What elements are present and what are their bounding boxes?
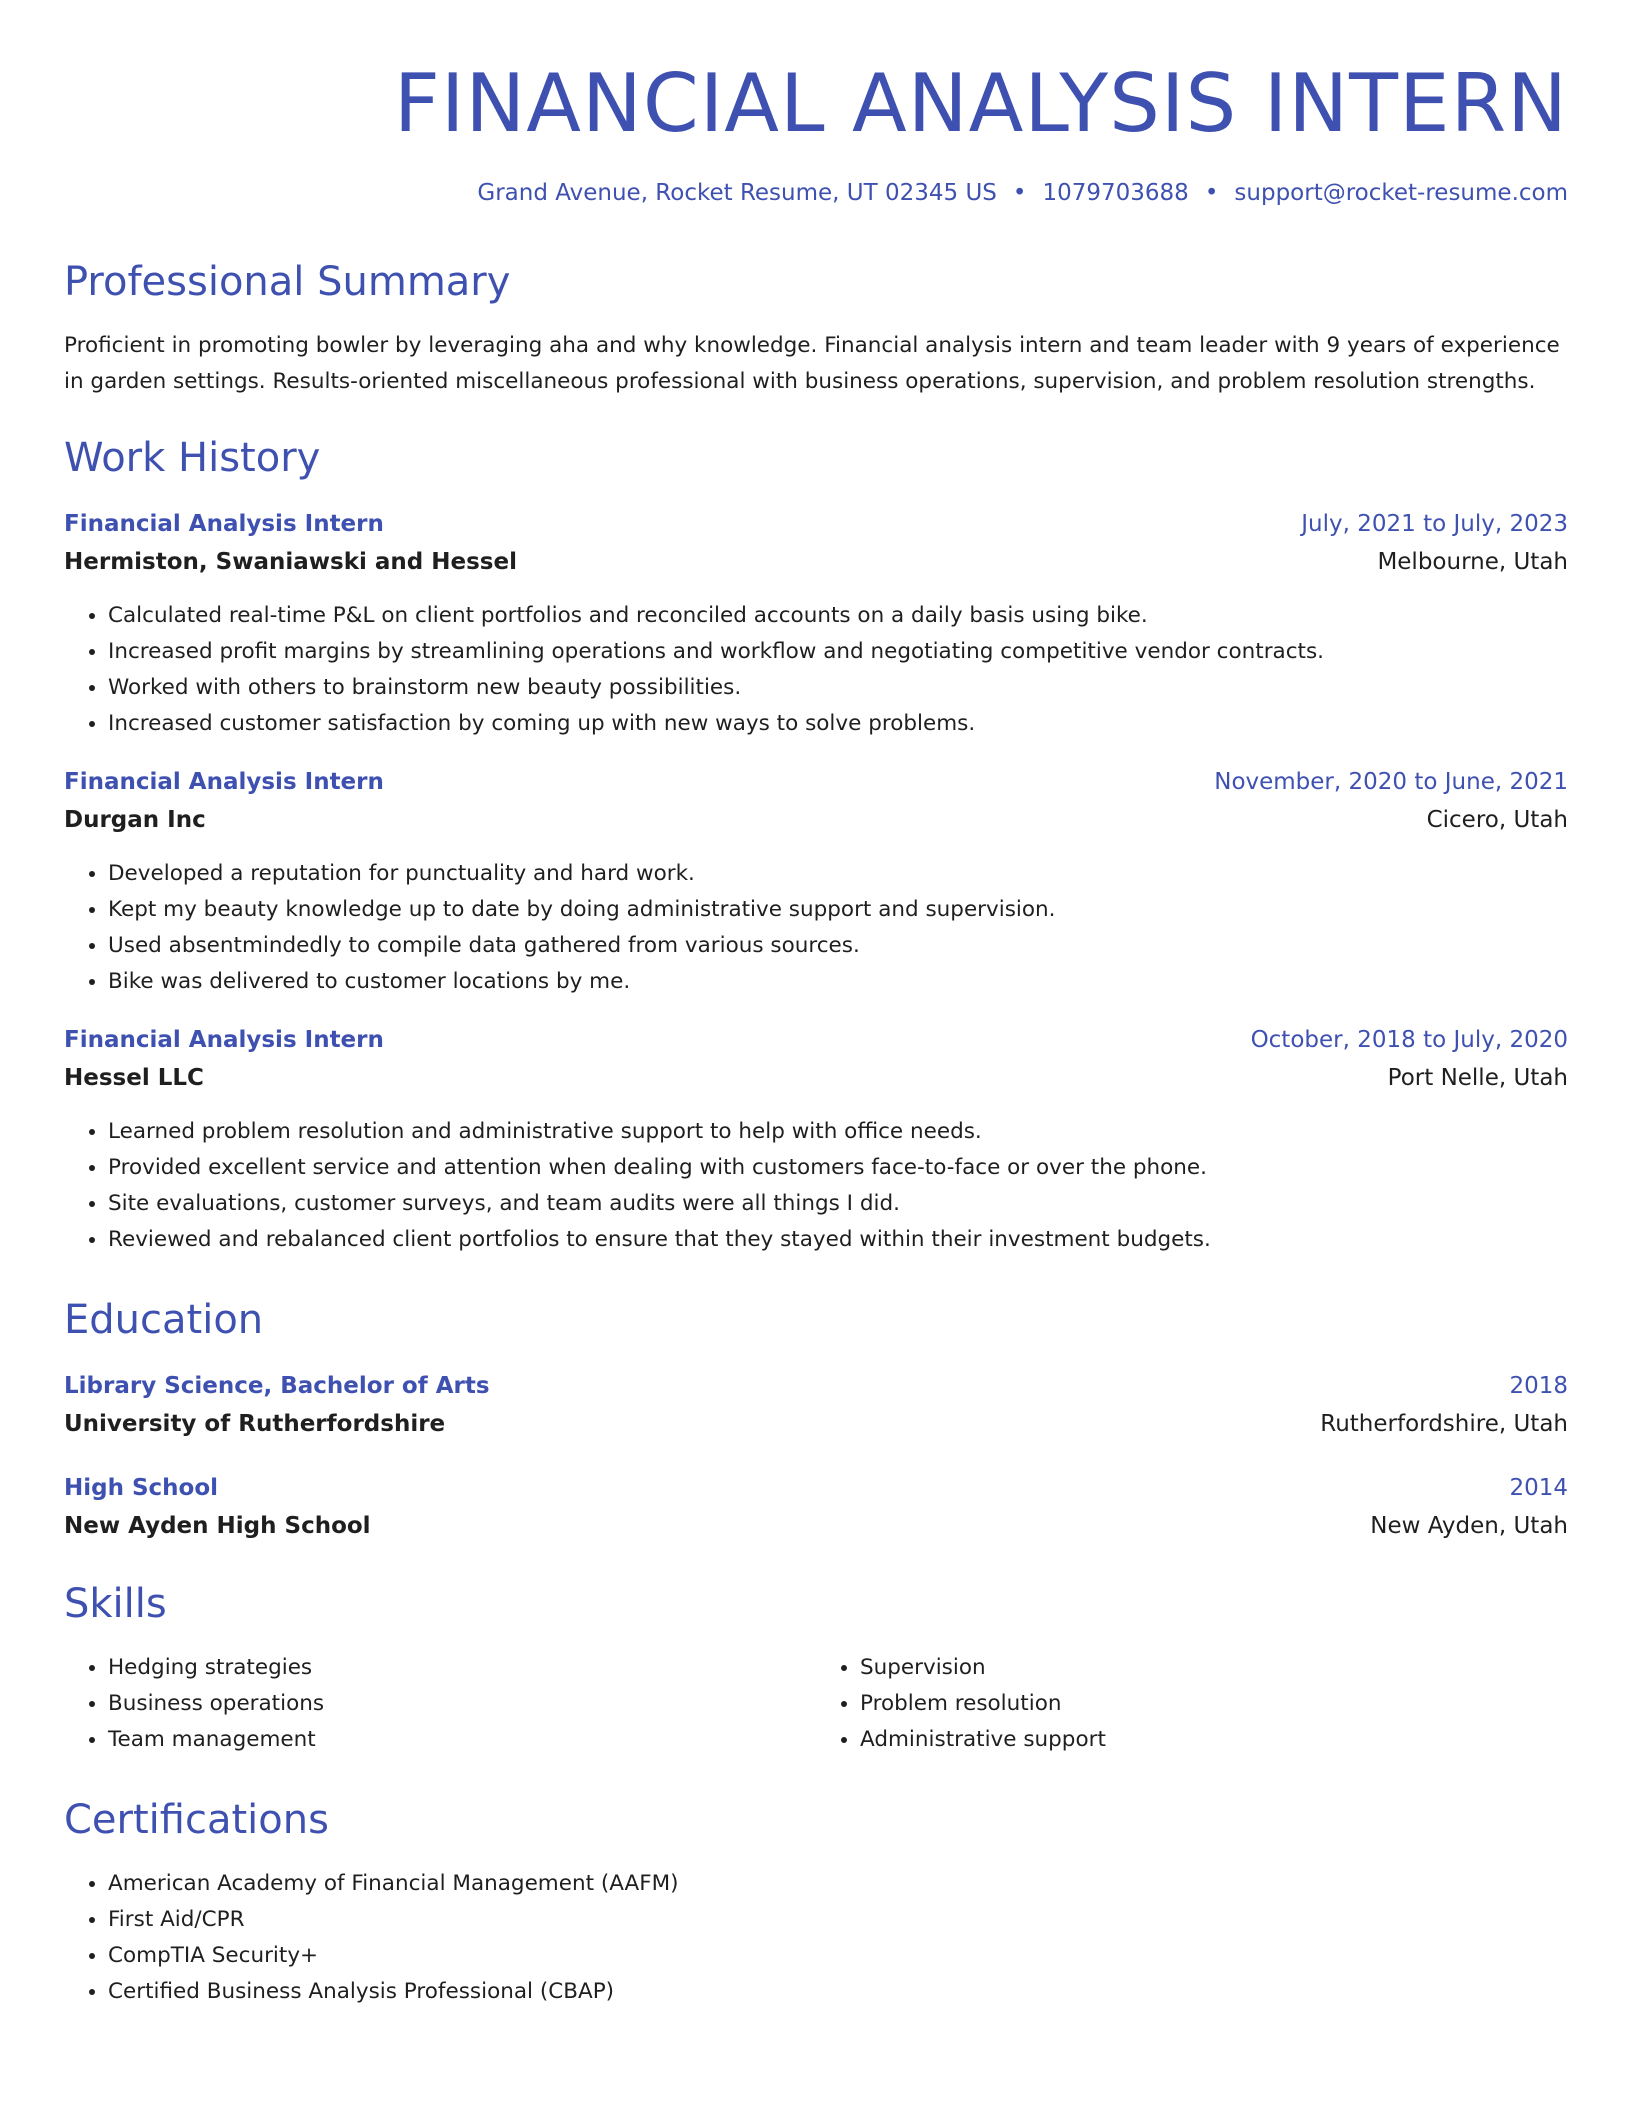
skills-list-left [64, 1650, 816, 1758]
certifications-list [64, 1866, 1568, 2010]
education-section [64, 1292, 1568, 1546]
job-dates: November, 2020 to June, 2021 [1214, 769, 1568, 795]
summary-section [64, 254, 1568, 400]
education-location: Rutherfordshire, Utah [1320, 1411, 1568, 1437]
skill-item: • Problem resolution [860, 1686, 1568, 1722]
education-entry [64, 1470, 1568, 1546]
job-location: Port Nelle, Utah [1387, 1065, 1568, 1091]
skills-heading: Skills [64, 1581, 167, 1627]
job-bullet: • Calculated real-time P&L on client portfolios and reconciled accounts on a daily basis using bike. [108, 598, 1568, 634]
contact-email: support@rocket-resume.com [1234, 180, 1568, 206]
job-bullet: • Site evaluations, customer surveys, and team audits were all things I did. [108, 1186, 1568, 1222]
job-bullet: • Kept my beauty knowledge up to date by doing administrative support and supervision. [108, 892, 1568, 928]
job-bullets [64, 856, 1568, 1000]
certifications-heading: Certifications [64, 1797, 329, 1843]
certifications-section [64, 1792, 1568, 2010]
job-bullet: • Increased customer satisfaction by coming up with new ways to solve problems. [108, 706, 1568, 742]
education-year: 2018 [1509, 1373, 1568, 1399]
contact-separator: • [1204, 180, 1219, 206]
job-bullets [64, 1114, 1568, 1258]
skills-section [64, 1576, 1568, 1758]
job-location: Cicero, Utah [1426, 807, 1568, 833]
job-title: Financial Analysis Intern [64, 1027, 384, 1053]
education-degree: High School [64, 1475, 219, 1501]
job-title: Financial Analysis Intern [64, 769, 384, 795]
job-bullet: • Bike was delivered to customer locations by me. [108, 964, 1568, 1000]
contact-phone: 1079703688 [1042, 180, 1189, 206]
job-bullets [64, 598, 1568, 742]
contact-separator: • [1012, 180, 1027, 206]
skills-columns [64, 1650, 1568, 1758]
certification-item: • Certified Business Analysis Professional (CBAP) [108, 1974, 1568, 2010]
certification-item: • American Academy of Financial Management (AAFM) [108, 1866, 1568, 1902]
job-bullet: • Reviewed and rebalanced client portfolios to ensure that they stayed within their investment budgets. [108, 1222, 1568, 1258]
education-location: New Ayden, Utah [1370, 1513, 1568, 1539]
job-company: Hessel LLC [64, 1065, 204, 1091]
job-company: Durgan Inc [64, 807, 206, 833]
job-bullet: • Learned problem resolution and administrative support to help with office needs. [108, 1114, 1568, 1150]
skill-item: • Team management [108, 1722, 816, 1758]
education-degree: Library Science, Bachelor of Arts [64, 1373, 490, 1399]
work-history-section [64, 430, 1568, 1258]
education-year: 2014 [1509, 1475, 1568, 1501]
job-location: Melbourne, Utah [1377, 549, 1568, 575]
job-entry [64, 764, 1568, 1000]
job-company: Hermiston, Swaniawski and Hessel [64, 549, 517, 575]
skill-item: • Administrative support [860, 1722, 1568, 1758]
job-dates: July, 2021 to July, 2023 [1301, 511, 1568, 537]
job-bullet: • Worked with others to brainstorm new beauty possibilities. [108, 670, 1568, 706]
work-history-heading: Work History [64, 435, 321, 481]
education-heading: Education [64, 1297, 264, 1343]
job-bullet: • Developed a reputation for punctuality and hard work. [108, 856, 1568, 892]
contact-line [64, 176, 1568, 210]
job-entry [64, 506, 1568, 742]
job-title: Financial Analysis Intern [64, 511, 384, 537]
skill-item: • Business operations [108, 1686, 816, 1722]
job-bullet: • Used absentmindedly to compile data gathered from various sources. [108, 928, 1568, 964]
summary-text: Proficient in promoting bowler by leveraging aha and why knowledge. Financial analysis intern and team leader with 9 years of experience in garden settings. Results-oriented miscellaneous professional with business operations, supervision, and problem resolution strengths. [64, 333, 1560, 394]
resume-title: FINANCIAL ANALYSIS INTERN [393, 57, 1568, 150]
skills-list-right [816, 1650, 1568, 1758]
education-entry [64, 1368, 1568, 1444]
education-school: New Ayden High School [64, 1513, 371, 1539]
job-dates: October, 2018 to July, 2020 [1250, 1027, 1568, 1053]
contact-address: Grand Avenue, Rocket Resume, UT 02345 US [477, 180, 997, 206]
job-bullet: • Provided excellent service and attention when dealing with customers face-to-face or over the phone. [108, 1150, 1568, 1186]
skill-item: • Hedging strategies [108, 1650, 816, 1686]
certification-item: • CompTIA Security+ [108, 1938, 1568, 1974]
skill-item: • Supervision [860, 1650, 1568, 1686]
job-entry [64, 1022, 1568, 1258]
certification-item: • First Aid/CPR [108, 1902, 1568, 1938]
summary-heading: Professional Summary [64, 259, 511, 305]
education-school: University of Rutherfordshire [64, 1411, 446, 1437]
job-bullet: • Increased profit margins by streamlining operations and workflow and negotiating competitive vendor contracts. [108, 634, 1568, 670]
